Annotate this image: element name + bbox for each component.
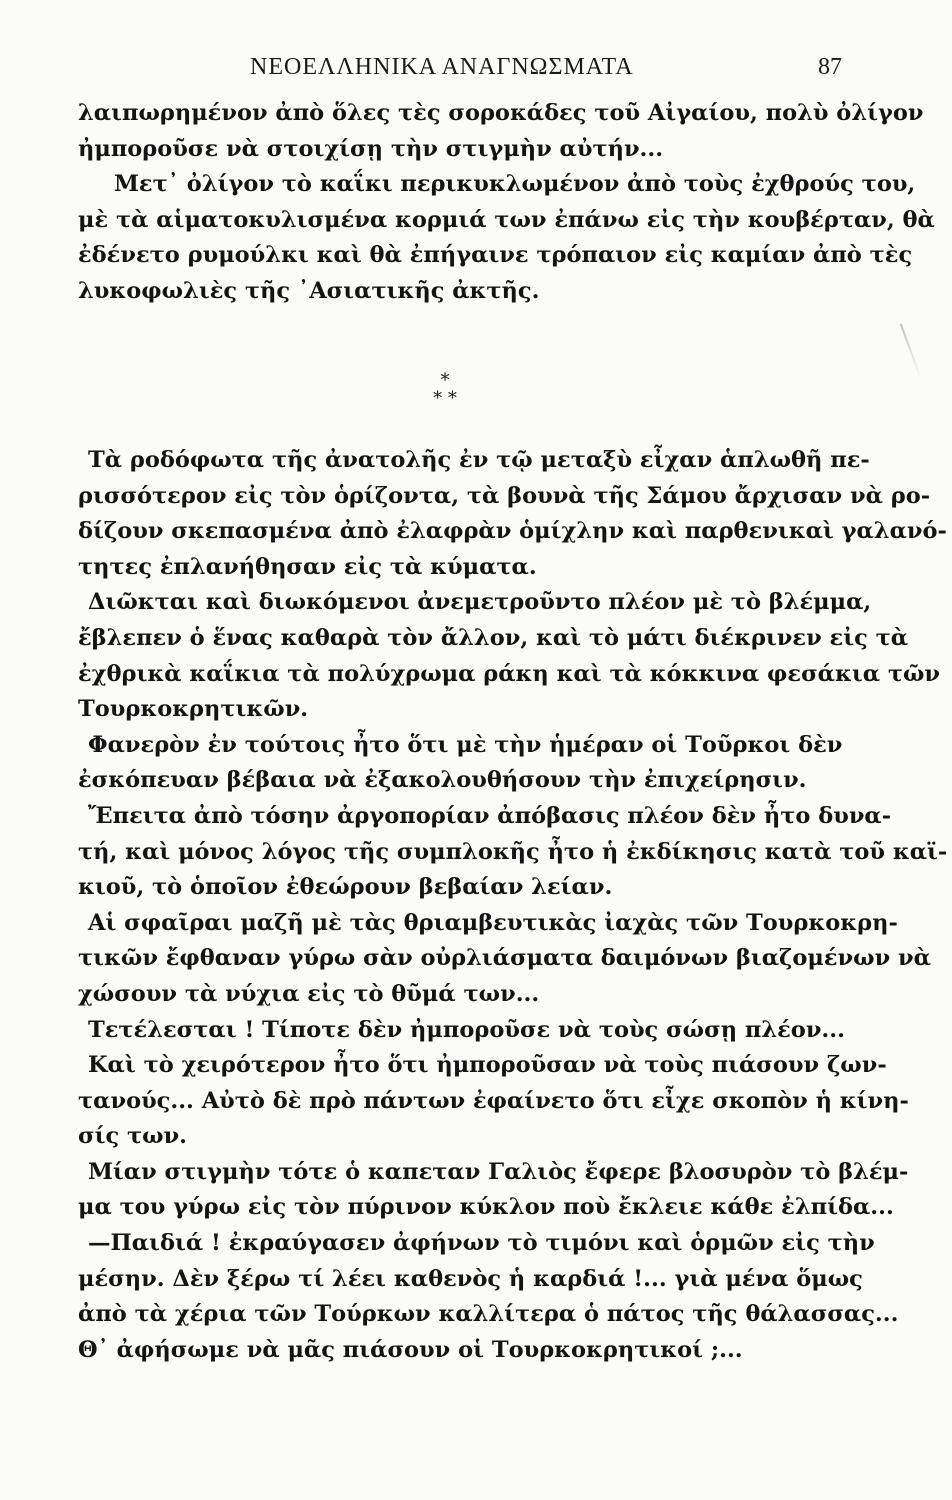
text-line: μὲ τὰ αἱματοκυλισμένα κορμιά των ἐπάνω εἰς τὴν κουβέρταν, θὰ	[78, 206, 935, 233]
text-line: χώσουν τὰ νύχια εἰς τὸ θῦμά των...	[78, 980, 540, 1007]
text-line: Αἱ σφαῖραι μαζῆ μὲ τὰς θριαμβευτικὰς ἰαχὰς τῶν Τουρκοκρη-	[88, 909, 898, 936]
text-line: μα του γύρω εἰς τὸν πύρινον κύκλον ποὺ ἔκλειε κάθε ἐλπίδα...	[78, 1194, 894, 1221]
text-line: σίς των.	[78, 1123, 188, 1150]
main-text-block	[78, 443, 948, 1368]
text-line: λυκοφωλιὲς τῆς ᾽Ασιατικῆς ἀκτῆς.	[78, 277, 540, 304]
text-line: Τουρκοκρητικῶν.	[78, 696, 309, 723]
text-line: Διῶκται καὶ διωκόμενοι ἀνεμετροῦντο πλέον μὲ τὸ βλέμμα,	[88, 589, 872, 616]
text-line: δίζουν σκεπασμένα ἀπὸ ἐλαφρὰν ὁμίχλην καὶ παρθενικαὶ γαλανό-	[78, 518, 947, 545]
section-break-asterism	[420, 372, 470, 412]
text-line: Θ᾽ ἀφήσωμε νὰ μᾶς πιάσουν οἱ Τουρκοκρητικοί ;...	[78, 1336, 743, 1363]
text-line: ἔβλεπεν ὁ ἕνας καθαρὰ τὸν ἄλλον, καὶ τὸ μάτι διέκρινεν εἰς τὰ	[78, 624, 909, 651]
text-line: ἐσκόπευαν βέβαια νὰ ἐξακολουθήσουν τὴν ἐπιχείρησιν.	[78, 767, 807, 794]
text-line: ἐχθρικὰ καΐκια τὰ πολύχρωμα ράκη καὶ τὰ κόκκινα φεσάκια τῶν	[78, 660, 941, 687]
page-header	[0, 48, 952, 88]
scan-artifact	[900, 323, 922, 380]
text-line: Φανερὸν ἐν τούτοις ἦτο ὅτι μὲ τὴν ἡμέραν οἱ Τοῦρκοι δὲν	[88, 731, 843, 758]
text-line: Μίαν στιγμὴν τότε ὁ καπεταν Γαλιὸς ἔφερε βλοσυρὸν τὸ βλέμ-	[88, 1158, 909, 1185]
text-line: Καὶ τὸ χειρότερον ἦτο ὅτι ἠμποροῦσαν νὰ τοὺς πιάσουν ζων-	[88, 1052, 887, 1079]
text-line: μέσην. Δὲν ξέρω τί λέει καθενὸς ἡ καρδιά !... γιὰ μένα ὅμως	[78, 1265, 863, 1292]
text-line: Τετέλεσται ! Τίποτε δὲν ἠμποροῦσε νὰ τοὺς σώσῃ πλέον...	[88, 1016, 845, 1043]
text-line: λαιπωρημένον ἀπὸ ὅλες τὲς σοροκάδες τοῦ Αἰγαίου, πολὺ ὀλίγον	[78, 100, 924, 126]
text-line: ἀπὸ τὰ χέρια τῶν Τούρκων καλλίτερα ὁ πάτος τῆς θάλασσας...	[78, 1301, 899, 1328]
text-line: Μετ᾽ ὀλίγον τὸ καΐκι περικυκλωμένον ἀπὸ τοὺς ἐχθρούς του,	[114, 171, 916, 198]
text-line: —Παιδιά ! ἐκραύγασεν ἀφήνων τὸ τιμόνι καὶ ὁρμῶν εἰς τὴν	[88, 1230, 875, 1257]
asterism-bottom: * *	[433, 388, 457, 409]
text-line: Τὰ ροδόφωτα τῆς ἀνατολῆς ἐν τῷ μεταξὺ εἶχαν ἁπλωθῆ πε-	[88, 447, 870, 473]
text-line: ρισσότερον εἰς τὸν ὁρίζοντα, τὰ βουνὰ τῆς Σάμου ἄρχισαν νὰ ρο-	[78, 482, 931, 509]
paragraph-continued	[78, 96, 935, 310]
asterism-top: *	[440, 370, 450, 391]
running-head: ΝΕΟΕΛΛΗΝΙΚΑ ΑΝΑΓΝΩΣΜΑΤΑ	[250, 54, 634, 80]
text-line: τικῶν ἔφθαναν γύρω σὰν οὐρλιάσματα δαιμόνων βιαζομένων νὰ	[78, 945, 931, 972]
text-line: τητες ἐπλανήθησαν εἰς τὰ κύματα.	[78, 553, 537, 580]
text-line: τανούς... Αὐτὸ δὲ πρὸ πάντων ἐφαίνετο ὅτι εἶχε σκοπὸν ἡ κίνη-	[78, 1087, 909, 1114]
text-line: ἠμποροῦσε νὰ στοιχίσῃ τὴν στιγμὴν αὐτήν...	[78, 135, 664, 162]
text-line: ἐδένετο ρυμούλκι καὶ θὰ ἐπήγαινε τρόπαιον εἰς καμίαν ἀπὸ τὲς	[78, 242, 913, 269]
text-line: τή, καὶ μόνος λόγος τῆς συμπλοκῆς ἦτο ἡ ἐκδίκησις κατὰ τοῦ καϊ-	[78, 838, 948, 865]
text-line: Ἔπειτα ἀπὸ τόσην ἀργοπορίαν ἀπόβασις πλέον δὲν ἦτο δυνα-	[88, 802, 892, 829]
text-line: κιοῦ, τὸ ὁποῖον ἐθεώρουν βεβαίαν λείαν.	[78, 874, 613, 901]
page-number: 87	[818, 54, 842, 80]
